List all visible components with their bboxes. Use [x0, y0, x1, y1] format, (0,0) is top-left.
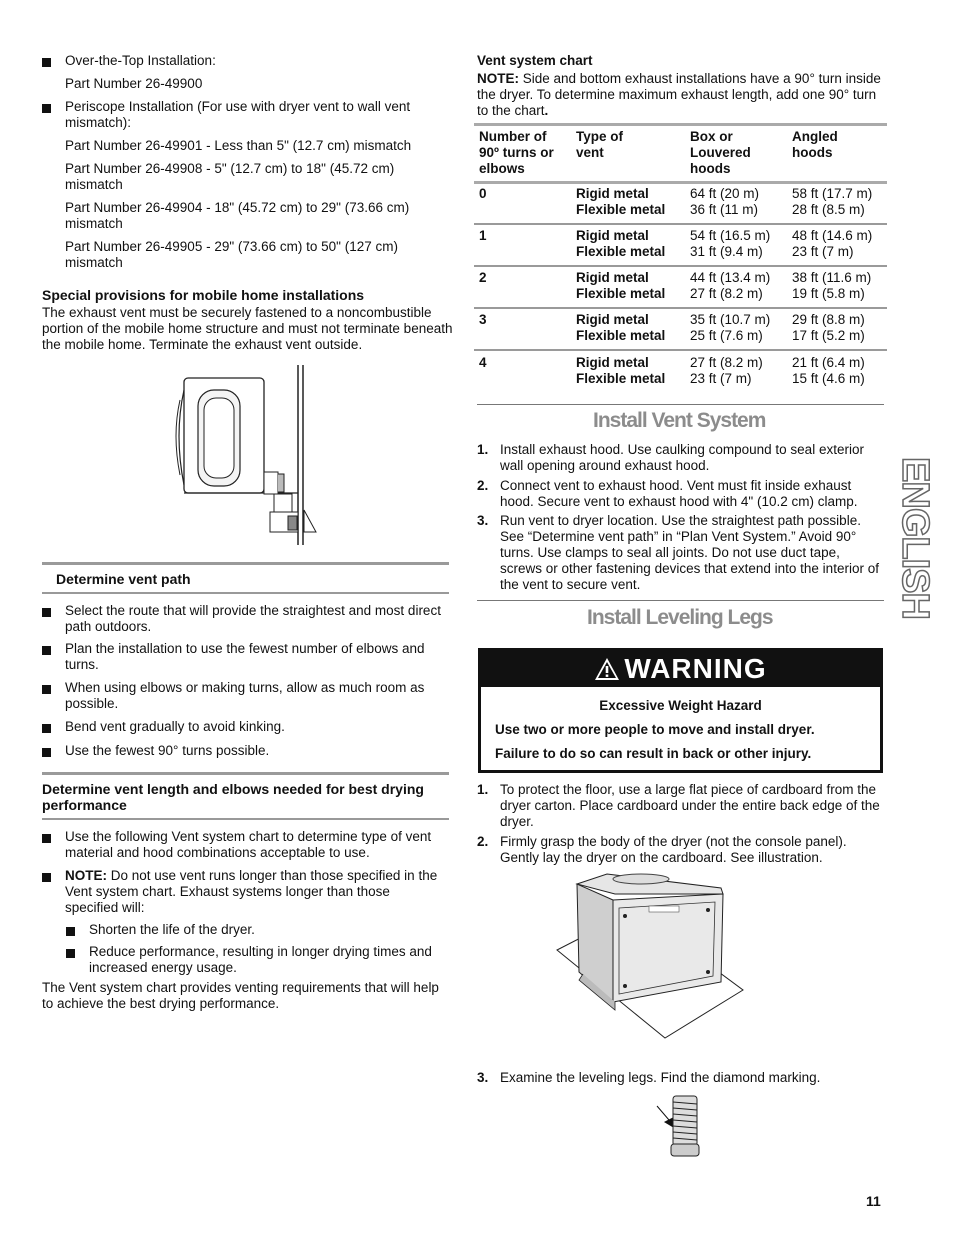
dryer-periscope-illustration — [170, 360, 320, 550]
table-cell-turns: 3 — [479, 312, 487, 327]
table-cell-type: Rigid metal — [576, 312, 649, 327]
table-cell-type: Rigid metal — [576, 186, 649, 201]
step-number: 2. — [477, 834, 489, 849]
install-vent-step: Run vent to dryer location. Use the straightest path possible. See “Determine vent path” in “Plan Vent System.” Avoid 90° turns. Use clamps to seal all joints. Do not use duct tape, screws or other fastening devices that extend into the interior of the vent to secure vent. — [500, 513, 879, 592]
table-cell-angled: 21 ft (6.4 m) — [792, 355, 865, 370]
bullet-icon — [42, 834, 51, 843]
install-vent-heading: Install Vent System — [593, 409, 766, 432]
section-rule — [477, 600, 884, 601]
table-cell-angled: 15 ft (4.6 m) — [792, 371, 865, 386]
note-end: . — [544, 103, 549, 118]
install-item-over-the-top: Over-the-Top Installation: — [65, 53, 216, 68]
table-cell-angled: 17 ft (5.2 m) — [792, 328, 865, 343]
table-cell-type: Flexible metal — [576, 371, 666, 386]
table-cell-type: Flexible metal — [576, 328, 666, 343]
table-cell-type: Rigid metal — [576, 228, 649, 243]
warning-hazard: Excessive Weight Hazard — [599, 698, 762, 713]
note-text: Side and bottom exhaust installations have a 90° turn inside the dryer. To determine maximum exhaust length, add one 90° turn to the chart — [477, 71, 881, 118]
table-header-box: Box or Louvered hoods — [690, 129, 751, 176]
leveling-step: Examine the leveling legs. Find the diamond marking. — [500, 1070, 821, 1085]
bullet-icon — [42, 608, 51, 617]
table-cell-box: 44 ft (13.4 m) — [690, 270, 771, 285]
step-number: 2. — [477, 478, 489, 493]
table-cell-box: 35 ft (10.7 m) — [690, 312, 771, 327]
table-cell-box: 54 ft (16.5 m) — [690, 228, 771, 243]
table-header-turns: Number of 90º turns or elbows — [479, 129, 554, 176]
side-tab-english — [895, 452, 935, 624]
table-cell-angled: 19 ft (5.8 m) — [792, 286, 865, 301]
table-cell-turns: 0 — [479, 186, 487, 201]
bullet-icon — [42, 646, 51, 655]
leveling-heading: Install Leveling Legs — [587, 606, 773, 629]
warning-triangle-icon — [594, 657, 620, 681]
table-cell-box: 23 ft (7 m) — [690, 371, 752, 386]
table-cell-type: Flexible metal — [576, 286, 666, 301]
step-number: 1. — [477, 442, 489, 457]
vent-length-heading: Determine vent length and elbows needed for best drying performance — [42, 781, 424, 813]
bullet-icon — [42, 685, 51, 694]
vent-path-item: Use the fewest 90° turns possible. — [65, 743, 270, 758]
bullet-icon — [42, 724, 51, 733]
step-number: 3. — [477, 1070, 489, 1085]
section-rule — [42, 772, 449, 775]
bullet-icon — [66, 949, 75, 958]
closing-text: The Vent system chart provides venting requirements that will help to achieve the best drying performance. — [42, 980, 439, 1011]
sub-item: Reduce performance, resulting in longer drying times and increased energy usage. — [89, 944, 432, 975]
leveling-step: Firmly grasp the body of the dryer (not the console panel). Gently lay the dryer on the cardboard. See illustration. — [500, 834, 847, 865]
table-cell-turns: 2 — [479, 270, 487, 285]
table-cell-box: 25 ft (7.6 m) — [690, 328, 763, 343]
bullet-icon — [66, 927, 75, 936]
install-item-periscope: Periscope Installation (For use with dryer vent to wall vent mismatch): — [65, 99, 411, 130]
vent-path-item: Bend vent gradually to avoid kinking. — [65, 719, 285, 734]
leveling-step: To protect the floor, use a large flat piece of cardboard from the dryer carton. Place cardboard under the entire back edge of the dryer. — [500, 782, 880, 829]
table-cell-angled: 48 ft (14.6 m) — [792, 228, 873, 243]
bullet-icon — [42, 748, 51, 757]
warning-banner — [481, 651, 880, 687]
vent-path-item: When using elbows or making turns, allow as much room as possible. — [65, 680, 425, 711]
table-cell-angled: 23 ft (7 m) — [792, 244, 854, 259]
dryer-on-cardboard-illustration — [555, 870, 745, 1045]
install-item-part-26-49904: Part Number 26-49904 - 18" (45.72 cm) to 29" (73.66 cm) mismatch — [65, 200, 410, 231]
install-vent-step: Connect vent to exhaust hood. Vent must fit inside exhaust hood. Secure vent to exhaust hood with 4" (10.2 cm) clamp. — [500, 478, 858, 509]
vent-path-item: Plan the installation to use the fewest number of elbows and turns. — [65, 641, 425, 672]
install-item-part-26-49901: Part Number 26-49901 - Less than 5" (12.7 cm) mismatch — [65, 138, 412, 153]
section-rule — [42, 592, 449, 594]
step-number: 3. — [477, 513, 489, 528]
bullet-icon — [42, 873, 51, 882]
side-tab-label: ENGLISH — [894, 457, 936, 619]
vent-chart-note — [477, 71, 887, 119]
table-cell-box: 64 ft (20 m) — [690, 186, 760, 201]
table-header-angled: Angled hoods — [792, 129, 838, 160]
table-cell-box: 36 ft (11 m) — [690, 202, 759, 217]
table-cell-box: 27 ft (8.2 m) — [690, 355, 763, 370]
install-vent-step: Install exhaust hood. Use caulking compound to seal exterior wall opening around exhaust hood. — [500, 442, 864, 473]
vent-length-note — [65, 868, 440, 916]
table-cell-angled: 58 ft (17.7 m) — [792, 186, 873, 201]
install-item-part-26-49905: Part Number 26-49905 - 29" (73.66 cm) to 50" (127 cm) mismatch — [65, 239, 398, 270]
table-cell-type: Flexible metal — [576, 244, 666, 259]
vent-path-heading: Determine vent path — [56, 571, 191, 587]
leveling-leg-illustration — [655, 1092, 705, 1160]
section-rule — [42, 818, 449, 820]
table-cell-turns: 4 — [479, 355, 487, 370]
vent-path-item: Select the route that will provide the straightest and most direct path outdoors. — [65, 603, 441, 634]
note-label: NOTE: — [477, 71, 519, 86]
page-number: 11 — [866, 1193, 881, 1209]
warning-consequence: Failure to do so can result in back or other injury. — [495, 746, 812, 761]
table-cell-type: Rigid metal — [576, 270, 649, 285]
vent-chart-title: Vent system chart — [477, 53, 593, 68]
mobile-home-text: The exhaust vent must be securely fastened to a noncombustible portion of the mobile home structure and must not terminate beneath the mobile home. Terminate the exhaust vent outside. — [42, 305, 453, 352]
warning-instruction: Use two or more people to move and install dryer. — [495, 722, 815, 737]
table-cell-type: Flexible metal — [576, 202, 666, 217]
table-cell-angled: 29 ft (8.8 m) — [792, 312, 865, 327]
install-item-part-26-49900: Part Number 26-49900 — [65, 76, 203, 91]
table-cell-box: 31 ft (9.4 m) — [690, 244, 763, 259]
section-rule — [42, 562, 449, 565]
warning-box — [478, 648, 883, 773]
note-text: Do not use vent runs longer than those specified in the Vent system chart. Exhaust systems longer than those specified will: — [65, 868, 438, 915]
table-cell-turns: 1 — [479, 228, 487, 243]
vent-length-item: Use the following Vent system chart to determine type of vent material and hood combinations acceptable to use. — [65, 829, 432, 860]
step-number: 1. — [477, 782, 489, 797]
note-label: NOTE: — [65, 868, 107, 883]
install-item-part-26-49908: Part Number 26-49908 - 5" (12.7 cm) to 18" (45.72 cm) mismatch — [65, 161, 395, 192]
table-row-rule — [474, 265, 887, 267]
bullet-icon — [42, 104, 51, 113]
table-row-rule — [474, 307, 887, 309]
warning-title: WARNING — [624, 653, 767, 684]
section-rule — [477, 404, 884, 405]
table-rule — [474, 181, 887, 184]
table-cell-angled: 28 ft (8.5 m) — [792, 202, 865, 217]
sub-item: Shorten the life of the dryer. — [89, 922, 255, 937]
bullet-icon — [42, 58, 51, 67]
table-row-rule — [474, 223, 887, 225]
table-rule — [474, 123, 887, 126]
table-cell-angled: 38 ft (11.6 m) — [792, 270, 872, 285]
table-header-type: Type of vent — [576, 129, 623, 160]
mobile-home-heading: Special provisions for mobile home installations — [42, 287, 365, 303]
table-cell-box: 27 ft (8.2 m) — [690, 286, 763, 301]
table-row-rule — [474, 349, 887, 351]
table-cell-type: Rigid metal — [576, 355, 649, 370]
